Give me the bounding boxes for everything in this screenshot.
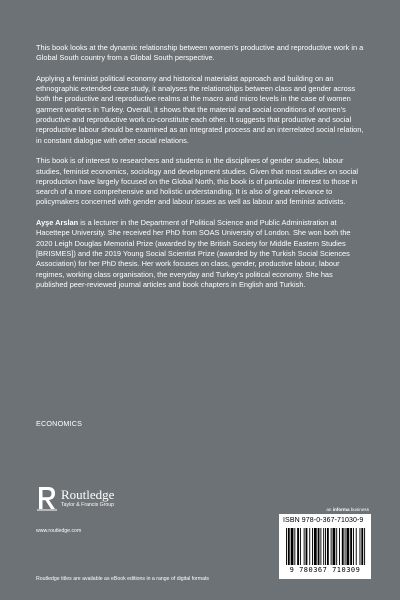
business-tag-brand: informa — [332, 507, 350, 512]
isbn-barcode-box — [279, 514, 371, 579]
barcode-icon — [286, 528, 366, 565]
barcode-bar — [320, 528, 321, 565]
publisher-name: Routledge — [61, 487, 115, 502]
ebook-availability-note: Routledge titles are available as eBook editions in a range of digital formats — [36, 576, 210, 582]
barcode-bar — [297, 528, 299, 565]
barcode-bar — [291, 528, 294, 565]
business-tag-suffix: business — [349, 507, 369, 512]
barcode-bar — [323, 528, 324, 565]
barcode-bar — [318, 528, 320, 565]
blurb-paragraph-3: This book is of interest to researchers and students in the disciplines of gender studies, labour studies, feminist economics, sociology and development studies. Given that most studies on social reproduction have largely focused on the Global North, this book is of particular interest to those in search of a more comprehensive and holistic understanding. It is also of great relevance to policymakers concerned with gender and labour issues as well as labour and feminist activists. — [36, 156, 359, 207]
author-name: Ayşe Arslan — [36, 218, 79, 228]
barcode-bar — [306, 528, 308, 565]
barcode-bar — [294, 528, 295, 565]
barcode-bar — [359, 528, 360, 565]
barcode-bar — [333, 528, 336, 565]
barcode-bar — [346, 528, 349, 565]
publisher-url[interactable]: www.routledge.com — [36, 528, 82, 534]
barcode-bar — [345, 528, 346, 565]
barcode-bar — [286, 528, 287, 565]
barcode-bar — [288, 528, 290, 565]
subject-category: ECONOMICS — [36, 419, 83, 428]
isbn-label: ISBN 978-0-367-71030-9 — [283, 517, 364, 524]
barcode-bar — [314, 528, 317, 565]
informa-business-tag — [279, 507, 369, 513]
barcode-bar — [325, 528, 326, 565]
publisher-logo-block — [36, 485, 166, 525]
barcode-bar — [350, 528, 352, 565]
barcode-bar — [304, 528, 305, 565]
blurb — [36, 43, 366, 300]
barcode-bar — [327, 528, 329, 565]
routledge-r-logo-icon — [36, 485, 58, 511]
barcode-bar — [312, 528, 313, 565]
business-tag-prefix: an — [326, 507, 333, 512]
blurb-paragraph-2: Applying a feminist political economy and historical materialist approach and building on an ethnographic extended case study, it analyses the relationships between class and gender across both the productive and reproductive realms at the macro and micro levels in the case of women garment workers in Turkey. Overall, it shows that the material and social conditions of women’s productive and reproductive work co-constitute each other. It suggests that productive and social reproductive labour should be examined as an integrated process and an interrelated social relation, in constant dialogue with other social relations. — [36, 73, 364, 145]
barcode-bar — [353, 528, 354, 565]
barcode-bar — [339, 528, 340, 565]
publisher-group: Taylor & Francis Group — [61, 502, 115, 508]
barcode-digits: 9 780367 710309 — [289, 566, 361, 574]
author-bio-text: is a lecturer in the Department of Political Science and Public Administration at Hacettepe University. She received her PhD from SOAS University of London. She won both the 2020 Leigh Douglas Memorial Prize (awarded by the British Society for Middle Eastern Studies [BRISMES]) and the 2019 Young Social Scientist Prize (awarded by the Turkish Social Sciences Association) for her PhD thesis. Her work focuses on class, gender, productive labour, labour regimes, working class organisation, the everyday and Turkey’s political economy. She has published peer-reviewed journal articles and book chapters in English and Turkish. — [36, 218, 351, 289]
barcode-bar — [309, 528, 310, 565]
barcode-bar — [356, 528, 357, 565]
barcode-bar — [342, 528, 344, 565]
barcode-bar — [331, 528, 332, 565]
blurb-paragraph-1: This book looks at the dynamic relationship between women’s productive and reproductive work in a Global South country from a Global South perspective. — [36, 43, 364, 63]
barcode-bar — [300, 528, 301, 565]
barcode-bar — [361, 528, 363, 565]
barcode-bar — [364, 528, 365, 565]
barcode-bar — [336, 528, 337, 565]
author-bio — [36, 218, 366, 290]
